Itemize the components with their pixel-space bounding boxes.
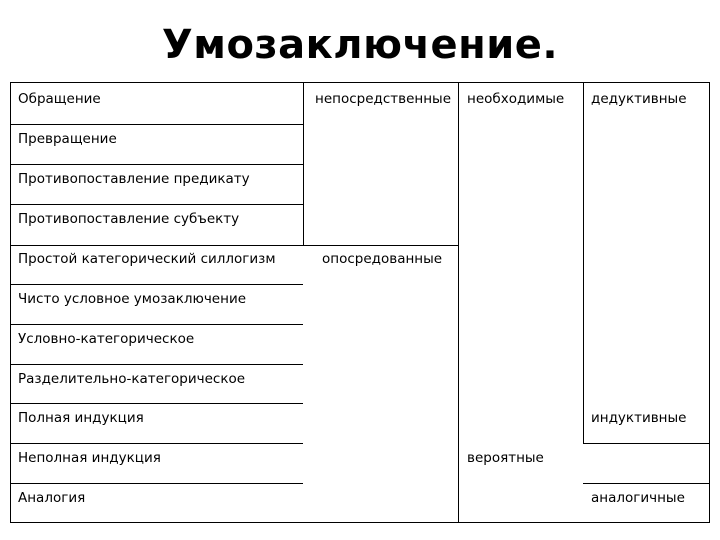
label-deductive: дедуктивные (591, 91, 687, 107)
label-mediated: опосредованные (322, 251, 443, 267)
row-divider (11, 124, 303, 125)
row-divider (11, 364, 303, 365)
row-label: Разделительно-категорическое (18, 371, 246, 387)
label-inductive: индуктивные (591, 410, 687, 426)
row-label: Условно-категорическое (18, 331, 195, 347)
label-probable: вероятные (467, 450, 544, 466)
row-divider (11, 403, 303, 404)
row-divider (11, 483, 303, 484)
row-divider (583, 443, 710, 444)
row-divider (11, 443, 303, 444)
row-label: Противопоставление субъекту (18, 211, 240, 227)
label-immediate: непосредственные (315, 91, 452, 107)
row-label: Полная индукция (18, 410, 144, 426)
row-divider (11, 204, 303, 205)
row-label: Превращение (18, 131, 117, 147)
row-divider (11, 324, 303, 325)
row-divider (11, 245, 458, 246)
col-divider-1 (303, 83, 304, 246)
row-divider (11, 284, 303, 285)
label-necessary: необходимые (467, 91, 565, 107)
row-label: Чисто условное умозаключение (18, 291, 247, 307)
col-divider-3 (583, 83, 584, 443)
row-label: Аналогия (18, 490, 86, 506)
page-title: Умозаключение. (161, 22, 559, 68)
row-label: Обращение (18, 91, 101, 107)
col-divider-2 (458, 83, 459, 523)
row-divider (583, 483, 710, 484)
row-label: Противопоставление предикату (18, 171, 250, 187)
row-label: Неполная индукция (18, 450, 161, 466)
inference-table (10, 82, 710, 523)
label-analogical: аналогичные (591, 490, 685, 506)
row-divider (11, 164, 303, 165)
row-label: Простой категорический силлогизм (18, 251, 276, 267)
